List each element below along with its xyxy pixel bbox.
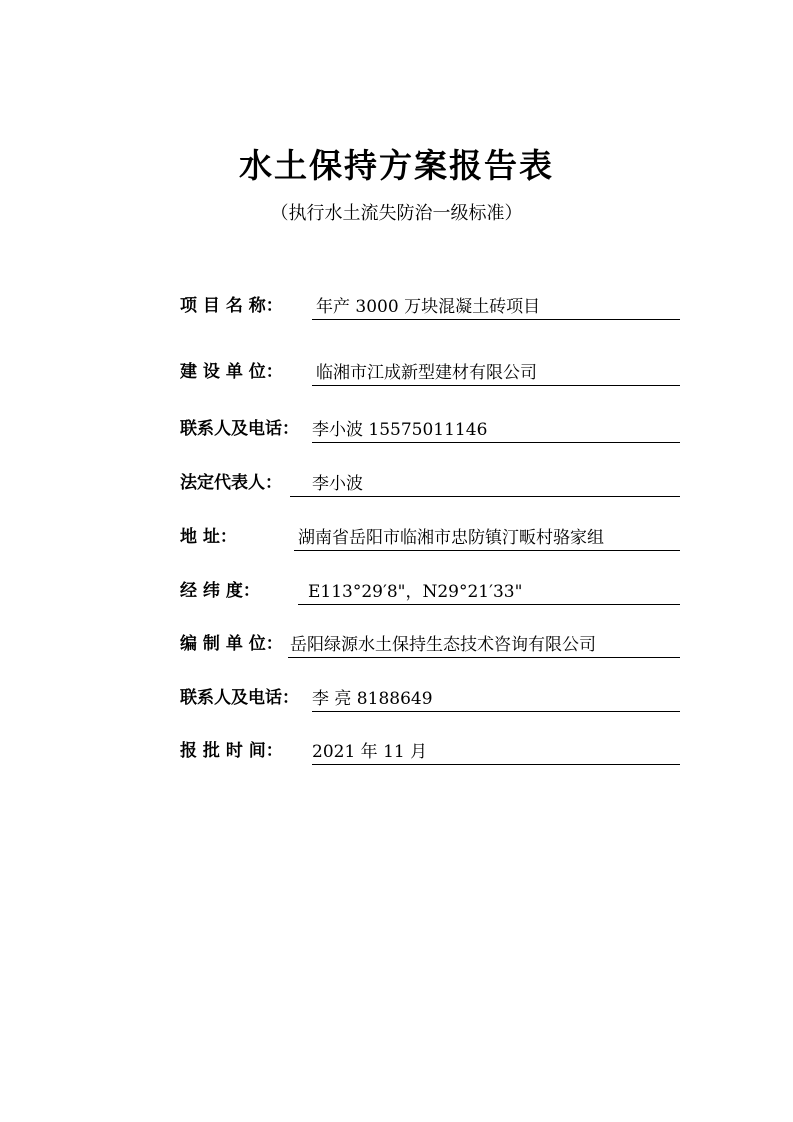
field-label: 经 纬 度：: [180, 581, 260, 601]
field-address: [180, 521, 680, 551]
field-coordinates: [180, 575, 680, 605]
field-underline: [298, 580, 680, 605]
field-underline: [288, 633, 680, 658]
field-underline: [312, 740, 680, 765]
field-label: 编 制 单 位：: [180, 634, 283, 654]
field-label: 地 址：: [180, 527, 237, 547]
field-label: 建 设 单 位：: [180, 362, 283, 382]
field-label: 法定代表人：: [180, 473, 282, 493]
field-label: 项 目 名 称：: [180, 296, 283, 316]
field-value: 临湘市江成新型建材有限公司: [316, 363, 537, 383]
field-underline: [290, 472, 680, 497]
field-value: 湖南省岳阳市临湘市忠防镇汀畈村骆家组: [298, 528, 604, 548]
field-value: 李小波 15575011146: [312, 420, 488, 440]
field-underline: [312, 687, 680, 712]
field-underline: [312, 295, 680, 320]
field-value: E113°29′8"，N29°21′33": [308, 582, 523, 602]
field-construction-unit: [180, 356, 680, 386]
field-underline: [312, 361, 680, 386]
document-subtitle: （执行水土流失防治一级标准）: [270, 203, 523, 224]
field-underline: [294, 526, 680, 551]
field-value: 2021 年 11 月: [312, 742, 428, 762]
field-value: 李小波: [312, 474, 363, 494]
field-approval-time: [180, 735, 680, 765]
field-label: 联系人及电话：: [180, 419, 299, 439]
field-label: 报 批 时 间：: [180, 741, 283, 761]
field-label: 联系人及电话：: [180, 688, 299, 708]
field-project-name: [180, 290, 680, 320]
field-value: 岳阳绿源水土保持生态技术咨询有限公司: [290, 635, 596, 655]
field-legal-representative: [180, 467, 680, 497]
document-title: 水土保持方案报告表: [239, 146, 554, 185]
field-contact-phone-2: [180, 682, 680, 712]
field-underline: [312, 418, 680, 443]
field-value: 年产 3000 万块混凝土砖项目: [316, 297, 541, 317]
field-value: 李 亮 8188649: [312, 689, 433, 709]
field-contact-phone-1: [180, 413, 680, 443]
field-compiling-unit: [180, 628, 680, 658]
